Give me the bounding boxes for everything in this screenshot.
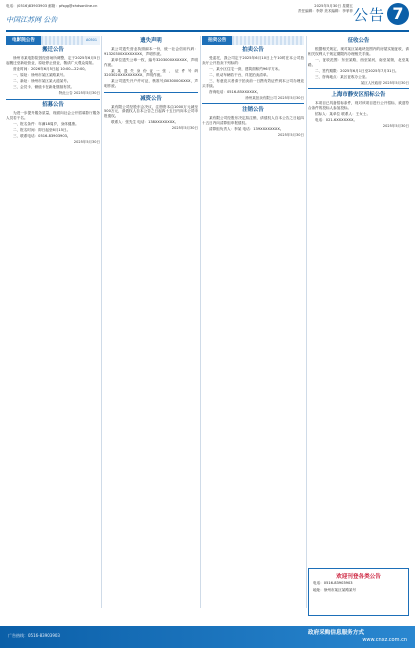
article-title: 征收公告: [347, 38, 370, 44]
article-paragraph: 咨询电话：0516-85XXXXXX。: [209, 89, 261, 94]
article-title: 上海市静安区招标公告: [331, 91, 386, 98]
article-paragraph: 某公司遗失开户许可证，核准号J3030000XXXX，声明作废。: [104, 79, 198, 89]
article-title: 遗失声明: [140, 38, 162, 44]
column-1: [6, 36, 100, 148]
section-label: 电影院公告: [6, 36, 41, 45]
advert-title: 欢迎刊登各类公告: [336, 574, 381, 580]
article-title: 注销公告: [242, 106, 264, 113]
column-divider: [200, 36, 201, 608]
section-header: [6, 36, 100, 45]
header-rule: [6, 30, 409, 32]
column-3: [202, 36, 304, 140]
separator: [104, 92, 198, 93]
article-paragraph: 某单位遗失公章一枚，编号3203000XXXXXX，声明作废。: [104, 57, 198, 67]
article-signature: 2025年5月30日: [382, 123, 409, 128]
article-paragraph: 某有限公司经股东决定拟注销，请债权人自本公告之日起四十五日内向清算组申报债权。: [202, 115, 304, 125]
article-paragraph: 为进一步提升服务质量，现面向社会公开招募影厅服务人员若干名。: [6, 111, 100, 120]
advert-line: 地址：徐州市某区某路某号: [313, 588, 357, 592]
advert-box: [308, 568, 409, 616]
article-paragraph: 二、新址：徐州市某区某大道某号。: [13, 78, 71, 83]
header-editors: 责任编辑：李婷 美术编辑：李菲菲: [297, 9, 353, 13]
header-date: 2025年5月30日 星期五: [314, 4, 353, 8]
banner-title: 政府采购信息服务方式: [308, 630, 364, 636]
article-paragraph: 清算组负责人：李某 电话：139XXXXXXXX。: [209, 126, 284, 131]
article-title: 搬迁公告: [42, 47, 64, 53]
column-divider: [306, 36, 307, 608]
article-paragraph: 一、某小区住宅一套，建筑面积约96平方米。: [209, 66, 282, 71]
article-signature: 2025年5月30日: [171, 126, 198, 131]
article-paragraph: 三、联系电话：0516-83903903。: [13, 133, 71, 138]
article-paragraph: 三、有意竞买者请于拍卖前一日携有效证件到本公司办理竞买手续。: [202, 78, 304, 88]
article-title: 招募公告: [42, 102, 64, 109]
article-paragraph: 受委托，我公司定于2025年6月10日上午10时在本公司拍卖厅公开拍卖下列标的：: [202, 56, 304, 65]
article-paragraph: 三、会员卡、储值卡在新址继续有效。: [13, 84, 75, 89]
article-paragraph: 一、征收范围：东至某路，西至某河，南至某街，北至某路。: [308, 57, 409, 67]
article-title: 拍卖公告: [242, 47, 264, 53]
article-signature: 2025年5月30日: [277, 132, 304, 137]
article-paragraph: 营业时间：2026年6月5日起 10:00—22:00。: [13, 66, 89, 71]
article-signature: 徐州某拍卖有限公司 2025年5月30日: [245, 95, 304, 100]
article-paragraph: 联系人：张先生 电话：138XXXXXXXX。: [111, 120, 179, 125]
section-header: [202, 36, 304, 45]
article-paragraph: 三、咨询地点：某区征收办公室。: [315, 74, 369, 79]
advert-line: 电话：0516-83903903: [313, 581, 353, 585]
section-bar: [41, 36, 83, 45]
article-paragraph: 电话：021-6XXXXXXX。: [315, 117, 358, 122]
article-paragraph: 徐州市某电影院因经营场所调整，定于2025年6月5日起搬迁至新址营业，原址停止营业，敬请广大观众周知。: [6, 56, 100, 65]
column-divider: [101, 36, 102, 608]
banner-phone: 广告热线：0516-83903903: [8, 633, 60, 638]
bottom-banner: [0, 626, 415, 648]
article-paragraph: 招标人：某单位 联系人：王女士。: [315, 111, 371, 116]
article-paragraph: 本项目已具备招标条件，现对该项目进行公开招标，欢迎符合条件的投标人参加投标。: [308, 100, 409, 110]
page-number-badge: 7: [387, 3, 409, 25]
article-paragraph: 根据相关规定，现对某区某地块范围内的房屋实施征收，请相关权利人于规定期限内办理相关手续。: [308, 47, 409, 56]
column-2: [104, 36, 198, 134]
header-contact: 电话：(0516)83903903 邮箱：pfsgg@xhdsonline.cn: [6, 4, 98, 8]
article-signature: 特此公告 2025年5月30日: [58, 90, 100, 95]
section-label: 拍卖公告: [202, 36, 232, 45]
article-paragraph: 二、签约期限：2025年6月1日至2025年7月31日。: [315, 68, 399, 73]
column-4: [308, 36, 409, 131]
article-title: 减资公告: [140, 95, 162, 102]
article-paragraph: 一、原址：徐州市某区某路某号。: [13, 72, 67, 77]
article-paragraph: 某公司遗失营业执照副本一份，统一社会信用代码：91320300XXXXXXXX，声明作废。: [104, 47, 198, 56]
section-bar: [232, 36, 304, 45]
article-signature: 某区人民政府 2025年5月30日: [360, 80, 409, 85]
section-title: 公告: [352, 6, 385, 24]
header-date-block: [298, 4, 353, 14]
header-brand: 中国江苏网 公告: [6, 16, 58, 24]
section-tag: A0501: [83, 36, 100, 45]
separator: [308, 88, 409, 89]
article-paragraph: 一、报名条件：年满18周岁，身体健康。: [13, 121, 79, 126]
page-header: [0, 0, 415, 34]
article-paragraph: 二、报名时间：即日起至6月15日。: [13, 127, 71, 132]
article-signature: 2025年5月30日: [73, 139, 100, 144]
banner-website[interactable]: www.cnxz.com.cn: [362, 637, 407, 643]
article-paragraph: 二、机动车辆若干台，详见拍卖清单。: [209, 72, 271, 77]
separator: [202, 103, 304, 104]
separator: [6, 99, 100, 100]
article-paragraph: 某有限公司经股东会决议，注册资本由1000万元减至500万元，请债权人自本公告之日起四十五日内向本公司申报债权。: [104, 104, 198, 119]
article-paragraph: 某某遗失身份证一张，证件号码320302XXXXXXXXXX，声明作废。: [104, 68, 198, 78]
